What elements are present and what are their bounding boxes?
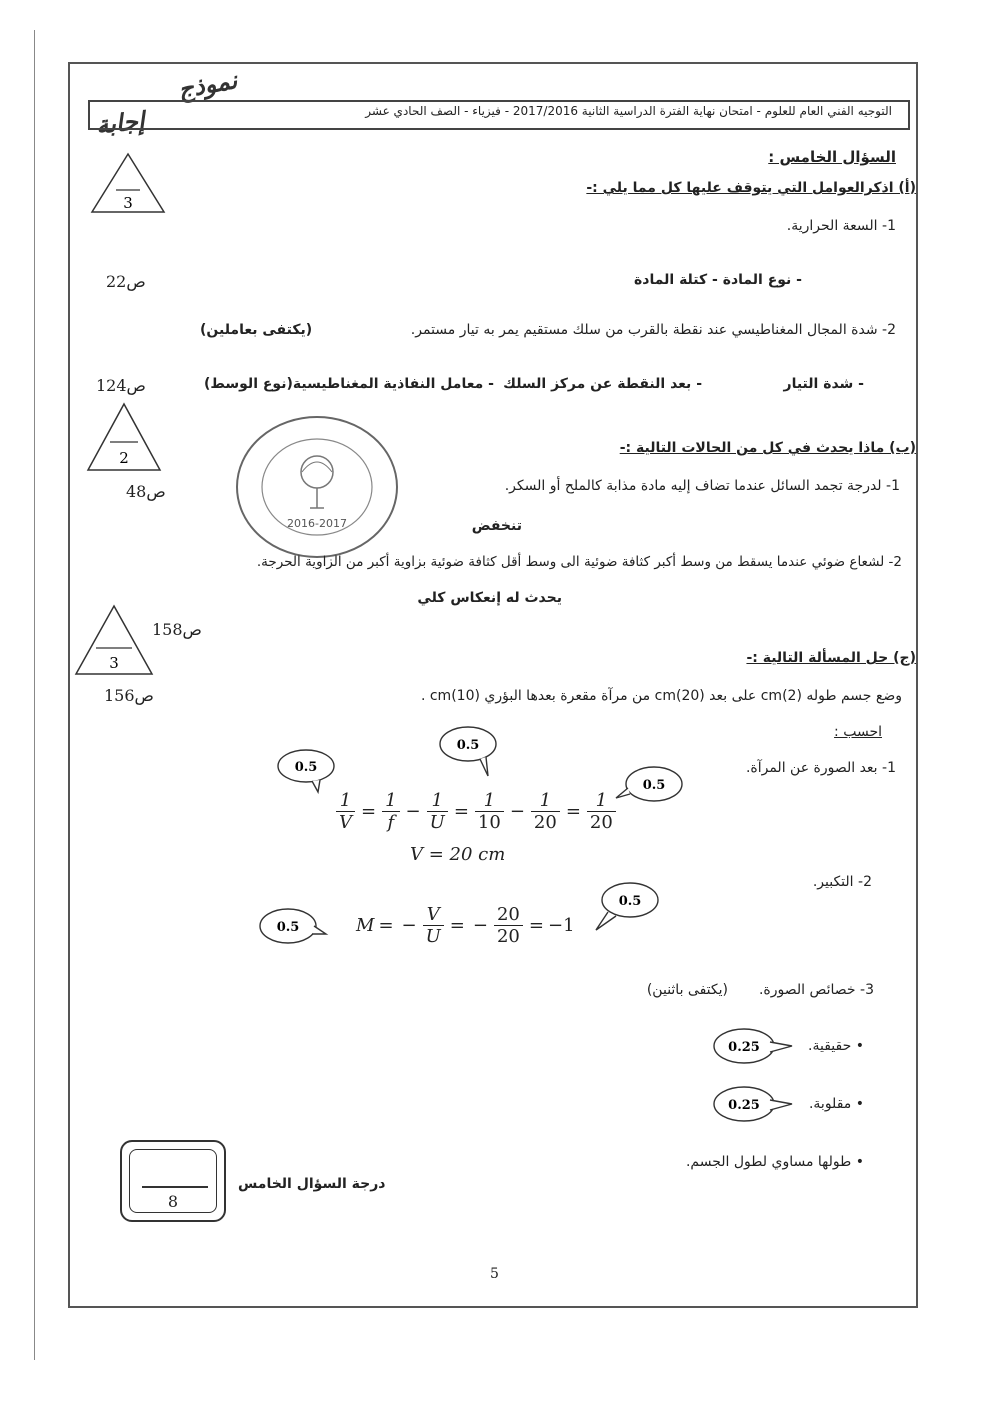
mark-bubble-6: [708, 1024, 798, 1070]
part-c-calc-label: احسب :: [834, 724, 882, 740]
part-a-title: (أ) اذكرالعوامل التي يتوقف عليها كل مما يلي :-: [586, 180, 916, 196]
bullet-inverted: [809, 1096, 864, 1112]
mark-bubble-4: [256, 904, 330, 950]
eq1-den-f: f: [387, 812, 395, 833]
mark-bubble-2: [436, 722, 502, 780]
mark-bubble-5: [590, 880, 660, 936]
part-a-item2-answer1: - شدة التيار: [783, 376, 864, 392]
mark-bubble-4-label: 0.5: [276, 920, 300, 935]
part-c-page: ص156: [104, 686, 154, 705]
bullet-equal-length-text: طولها مساوي لطول الجسم.: [685, 1154, 852, 1170]
stamp-line2: إجابة: [94, 105, 146, 140]
part-a-item1-answer: - نوع المادة - كتلة المادة: [634, 272, 802, 288]
eq1-den-20a: 20: [533, 812, 557, 833]
score-triangle-c: [72, 602, 156, 678]
eq1-den-20b: 20: [589, 812, 613, 833]
eq2-m: M: [356, 915, 375, 936]
part-b-item2: 2- لشعاع ضوئي عندما يسقط من وسط أكبر كثافة ضوئية الى وسط أقل كثافة ضوئية بزاوية أكبر من الزاوية الحرجة.: [256, 554, 902, 570]
part-a-item2-answer3: - معامل النفاذية المغناطيسية(نوع الوسط): [204, 376, 494, 392]
mark-bubble-1: [274, 746, 340, 796]
eq2-num-v: V: [423, 904, 444, 926]
eq1-num-1: 1: [336, 790, 355, 812]
total-score-value: 8: [167, 1192, 179, 1211]
mark-bubble-6-label: 0.25: [728, 1040, 760, 1055]
margin-line: [34, 30, 35, 1360]
mark-bubble-2-label: 0.5: [456, 738, 480, 753]
bullet-real-text: حقيقية.: [808, 1038, 852, 1054]
eq2-den-20: 20: [496, 926, 520, 947]
question-title: السؤال الخامس :: [768, 148, 896, 166]
part-a-item2-page: ص124: [96, 376, 146, 395]
part-b-item2-answer: يحدث له إنعكاس كلي: [417, 590, 562, 606]
part-c-item3-note: (يكتفى باثنين): [646, 982, 728, 998]
eq2-result: −1: [547, 915, 575, 936]
eq1-num-3: 1: [427, 790, 448, 812]
eq1-num-5: 1: [531, 790, 560, 812]
mark-bubble-3-label: 0.5: [642, 778, 666, 793]
eq2-num-20: 20: [494, 904, 523, 926]
part-b-title: (ب) ماذا يحدث في كل من الحالات التالية :-: [619, 440, 916, 456]
part-a-item1-page: ص22: [106, 272, 146, 291]
score-triangle-b: [84, 400, 164, 474]
part-b-item1-page: ص48: [126, 482, 166, 501]
part-c-item3: 3- خصائص الصورة.: [758, 982, 874, 998]
bullet-dot: •: [851, 1038, 864, 1054]
bullet-dot: •: [851, 1096, 864, 1112]
eq1-num-6: 1: [587, 790, 616, 812]
part-c-item1: 1- بعد الصورة عن المرآة.: [745, 760, 896, 776]
mark-bubble-7: [708, 1082, 798, 1128]
equation-2: M = − $\frac{V}{U}$ = − $\frac{20}{20}$ = −1: [356, 904, 575, 947]
part-a-item1: 1- السعة الحرارية.: [786, 218, 896, 234]
page-number: 5: [490, 1266, 499, 1282]
score-b-value: 2: [119, 449, 129, 467]
eq1-den-u: U: [429, 812, 445, 833]
eq1-num-2: 1: [382, 790, 399, 812]
ministry-seal: [232, 412, 402, 562]
mark-bubble-1-label: 0.5: [294, 760, 318, 775]
equation-1: $\frac{1}{V}$ = $\frac{1}{f}$ − $\frac{1}{U}$ = $\frac{1}{10}$ − $\frac{1}{20}$ = $\frac{1}{20}$: [334, 790, 618, 833]
part-c-problem: وضع جسم طوله (2)cm على بعد (20)cm من مرآة مقعرة بعدها البؤري (10)cm .: [420, 688, 902, 704]
part-c-item2: 2- التكبير.: [812, 874, 872, 890]
part-b-item1: 1- لدرجة تجمد السائل عندما تضاف إليه مادة مذابة كالملح أو السكر.: [504, 478, 900, 494]
total-score-label: درجة السؤال الخامس: [238, 1176, 386, 1192]
stamp-line1: نموذج: [175, 65, 240, 104]
score-triangle-a: [88, 150, 168, 216]
part-a-item2: 2- شدة المجال المغناطيسي عند نقطة بالقرب من سلك مستقيم يمر به تيار مستمر.: [410, 322, 896, 338]
part-b-item2-page: ص158: [152, 620, 202, 639]
header-text: التوجيه الفني العام للعلوم - امتحان نهاية الفترة الدراسية الثانية 2017/2016 - فيزياء - الصف الحادي عشر: [365, 104, 892, 118]
eq2-den-u: U: [425, 926, 441, 947]
eq1-den-v: V: [339, 812, 352, 833]
part-b-item1-answer: تنخفض: [471, 518, 522, 534]
total-score-box: [120, 1140, 226, 1222]
eq1-num-4: 1: [475, 790, 504, 812]
score-c-value: 3: [109, 654, 119, 672]
mark-bubble-5-label: 0.5: [618, 894, 642, 909]
total-score-line: [142, 1186, 208, 1188]
eq1-den-10: 10: [477, 812, 501, 833]
mark-bubble-7-label: 0.25: [728, 1098, 760, 1113]
score-a-value: 3: [123, 194, 133, 212]
seal-years: 2016-2017: [287, 517, 347, 530]
part-a-item2-answer2: - بعد النقطة عن مركز السلك: [503, 376, 702, 392]
mark-bubble-3: [612, 762, 688, 812]
bullet-inverted-text: مقلوبة.: [808, 1096, 852, 1112]
equation-1-result: V = 20 cm: [410, 844, 506, 865]
part-c-title: (ج) حل المسألة التالية :-: [746, 650, 916, 666]
part-a-item2-note: (يكتفى بعاملين): [200, 322, 313, 338]
bullet-dot: •: [851, 1154, 864, 1170]
bullet-real: [808, 1038, 864, 1054]
bullet-equal-length: [686, 1154, 864, 1170]
